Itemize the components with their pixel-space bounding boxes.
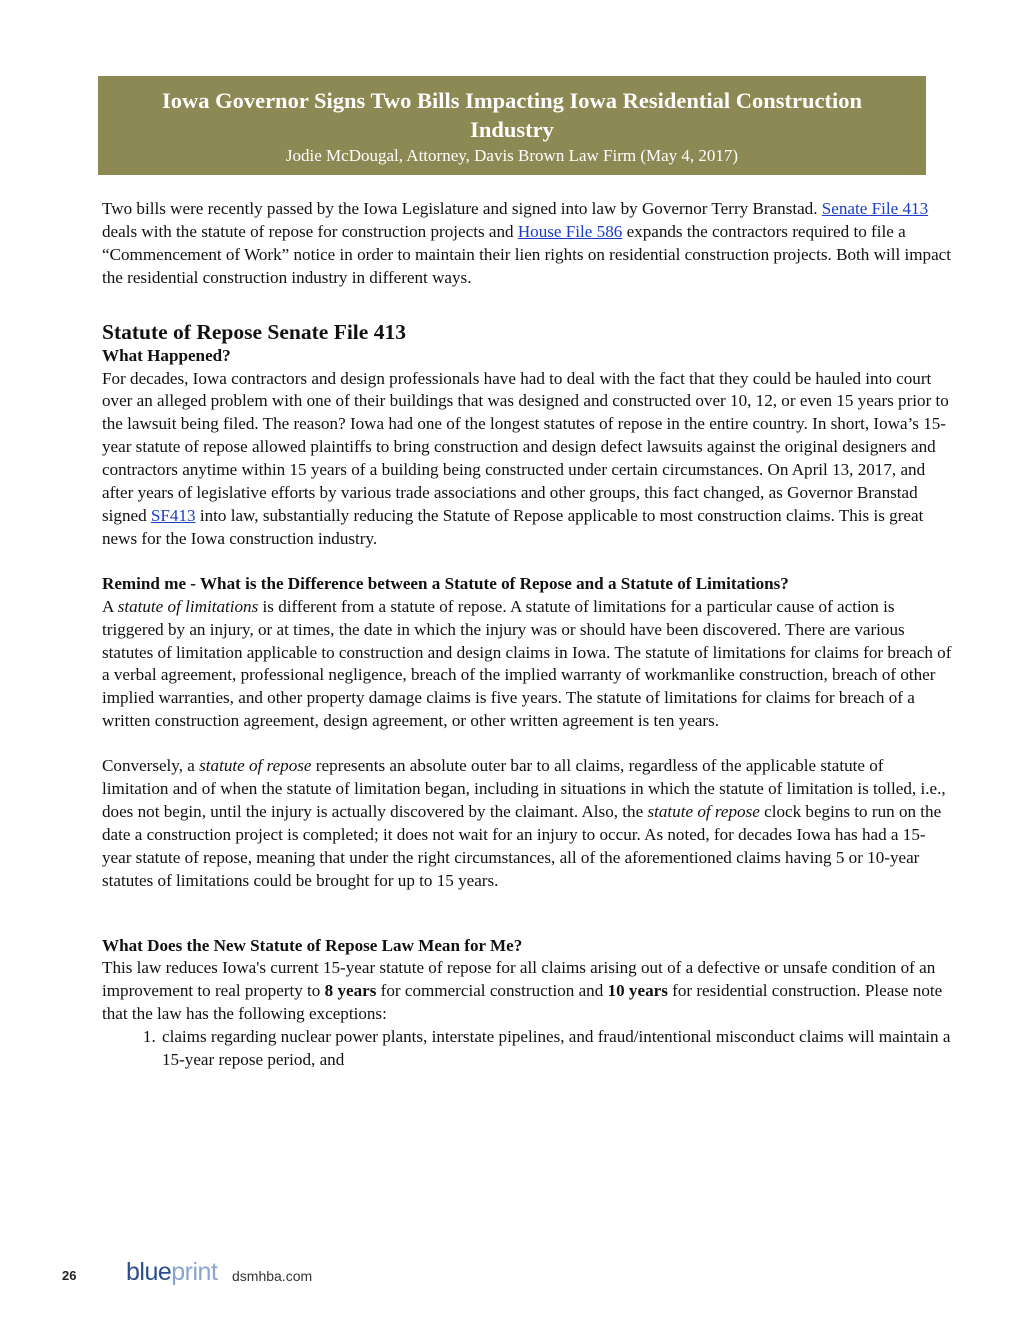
new-law-paragraph [102, 957, 952, 1026]
limitations-text-b: is different from a statute of repose. A statute of limitations for a particular cause of action is triggered by an injury, or at times, the date in which the injury was or should have been discovered. There are various statutes of limitation applicable to construction and design claims in Iowa. The statute of limitations for claims for breach of a verbal agreement, professional negligence, breach of the implied warranty of workmanlike construction, breach of other implied warranties, and other property damage claims is five years. The statute of limitations for claims for breach of a written construction agreement, design agreement, or other written agreement is ten years. [102, 596, 952, 731]
intro-text-3: expands the contractors required to file a “Commencement of Work” notice in order to maintain their lien rights on residential construction projects. Both will impact the residential construction industry in different ways. [102, 221, 951, 287]
article-banner [98, 76, 926, 175]
page-number: 26 [62, 1268, 77, 1283]
article-byline: Jodie McDougal, Attorney, Davis Brown Law Firm (May 4, 2017) [285, 146, 739, 165]
repose-term-1: statute of repose [199, 756, 312, 776]
limitations-paragraph [102, 596, 952, 733]
blueprint-logo [126, 1258, 217, 1287]
article-title: Iowa Governor Signs Two Bills Impacting Iowa Residential Construction Industry [161, 88, 863, 142]
article-body [102, 198, 952, 1072]
sf413-link[interactable]: SF413 [150, 505, 196, 525]
website-url: dsmhba.com [232, 1268, 313, 1284]
house-file-586-link[interactable]: House File 586 [517, 221, 623, 241]
section-heading-statute-of-repose: Statute of Repose Senate File 413 [102, 319, 406, 344]
what-happened-paragraph [102, 368, 952, 551]
commercial-years: 8 years [324, 981, 377, 1001]
new-law-text-1: This law reduces Iowa's current 15-year statute of repose for all claims arising out of a defective or unsafe condition of an improvement to real property to [102, 958, 936, 1001]
repose-text-c: clock begins to run on the date a construction project is completed; it does not wait for an injury to occur. As noted, for decades Iowa has had a 15-year statute of repose, meaning that under the right circumstances, all of the aforementioned claims having 5 or 10-year statutes of limitations could be brought for up to 15 years. [102, 801, 942, 890]
page-footer [62, 1258, 462, 1298]
repose-text-b: represents an absolute outer bar to all claims, regardless of the applicable statute of limitation and of when the statute of limitation began, including in situations in which the statute of limitation is tolled, i.e., does not begin, until the injury is actually discovered by the claimant. Also, the [102, 756, 946, 821]
exception-item: 1. claims regarding nuclear power plants, interstate pipelines, and fraud/intentional misconduct claims will maintain a 15-year repose period, and [160, 1026, 952, 1072]
repose-text-a: Conversely, a [102, 756, 200, 776]
subheading-new-law: What Does the New Statute of Repose Law Mean for Me? [102, 935, 523, 955]
limitations-text-a: A [102, 596, 118, 616]
repose-paragraph [102, 755, 952, 892]
repose-term-2: statute of repose [647, 801, 760, 821]
residential-years: 10 years [607, 981, 668, 1001]
intro-text-1: Two bills were recently passed by the Iowa Legislature and signed into law by Governor Terry Branstad. [102, 199, 822, 218]
what-happened-text-2: into law, substantially reducing the Statute of Repose applicable to most construction claims. This is great news for the Iowa construction industry. [102, 505, 924, 548]
intro-text-2: deals with the statute of repose for construction projects and [102, 221, 518, 241]
new-law-text-3: for residential construction. Please note that the law has the following exceptions: [102, 981, 943, 1024]
exceptions-list [102, 1026, 952, 1072]
senate-file-413-link[interactable]: Senate File 413 [821, 199, 929, 218]
subheading-what-happened: What Happened? [102, 345, 231, 365]
new-law-text-2: for commercial construction and [376, 981, 608, 1001]
subheading-difference: Remind me - What is the Difference between a Statute of Repose and a Statute of Limitations? [102, 573, 789, 593]
intro-paragraph [102, 198, 952, 290]
limitations-term: statute of limitations [117, 596, 259, 616]
logo-part-print: print [171, 1258, 218, 1286]
logo-part-blue: blue [126, 1258, 172, 1286]
what-happened-text-1: For decades, Iowa contractors and design professionals have had to deal with the fact that they could be hauled into court over an alleged problem with one of their buildings that was designed and constructed over 10, 12, or even 15 years prior to the lawsuit being filed. The reason? Iowa had one of the longest statutes of repose in the entire country. In short, Iowa’s 15-year statute of repose allowed plaintiffs to bring construction and design defect lawsuits against the original designers and contractors anytime within 15 years of a building being constructed under certain circumstances. On April 13, 2017, and after years of legislative efforts by various trade associations and other groups, this fact changed, as Governor Branstad signed [102, 368, 949, 525]
